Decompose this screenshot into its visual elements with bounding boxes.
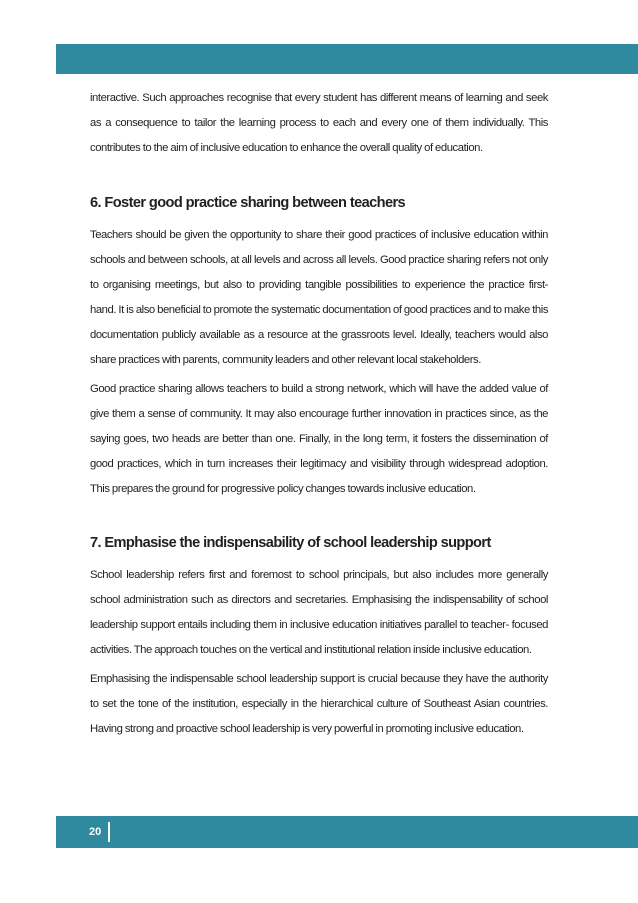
intro-paragraph: [90, 86, 548, 161]
text-line: hand. It is also beneficial to promote the systematic documentation of good practices and to make: [90, 304, 530, 316]
section-7-paragraph-2: [90, 667, 548, 742]
footer-band: [56, 816, 638, 848]
page-number-divider: [108, 822, 110, 842]
text-line: to set the tone of the institution, especially in the hierarchical culture of Southeast Asian countries.: [90, 698, 548, 710]
text-line: good practices, which in turn increases their legitimacy and visibility through widespread adoption.: [90, 458, 548, 470]
text-line: School leadership refers first and foremost to school principals, but also includes more generally: [90, 569, 548, 581]
text-line: to organising meetings, but also to providing tangible possibilities to experience the practice first-: [90, 279, 548, 291]
page-number: 20: [89, 826, 102, 838]
text-line: leadership support entails including them in inclusive education initiatives parallel to teacher-: [90, 619, 509, 631]
text-line: Emphasising the indispensable school leadership support is crucial because they have the authority: [90, 673, 548, 685]
text-line: this documentation publicly available as a resource at the grassroots level. Ideally, teachers would: [90, 304, 549, 341]
header-band: [56, 44, 638, 74]
text-line: focused activities. The approach touches on the vertical and institutional relation inside inclusive: [90, 619, 549, 656]
section-7-heading: 7. Emphasise the indispensability of school leadership support: [90, 535, 491, 551]
text-line: a consequence to tailor the learning process to each and every one of them individually. This: [105, 117, 548, 129]
section-6-paragraph-2: [90, 377, 548, 502]
section-6-heading: 6. Foster good practice sharing between teachers: [90, 195, 406, 211]
text-line: give them a sense of community. It may also encourage further innovation in practices since, as the: [90, 408, 548, 420]
page-content: [90, 86, 548, 742]
text-line: Teachers should be given the opportunity to share their good practices of inclusive education within: [90, 229, 548, 241]
text-line: education.: [483, 644, 532, 656]
text-line: interactive. Such approaches recognise that every student has different means of learning and seek as: [90, 92, 548, 129]
section-6-paragraph-1: [90, 223, 548, 373]
text-line: also share practices with parents, community leaders and other relevant local stakeholders.: [90, 329, 548, 366]
text-line: Good practice sharing allows teachers to build a strong network, which will have the added value of: [90, 383, 548, 395]
text-line: schools and between schools, at all levels and across all levels. Good practice sharing refers not only: [90, 254, 548, 266]
text-line: saying goes, two heads are better than one. Finally, in the long term, it fosters the dissemination of: [90, 433, 548, 445]
text-line: This prepares the ground for progressive policy changes towards inclusive education.: [90, 483, 476, 495]
section-7-paragraph-1: [90, 563, 548, 663]
text-line: Having strong and proactive school leadership is very powerful in promoting inclusive education.: [90, 723, 524, 735]
text-line: contributes to the aim of inclusive education to enhance the overall quality of education.: [90, 142, 483, 154]
text-line: school administration such as directors and secretaries. Emphasising the indispensability of school: [90, 594, 548, 606]
